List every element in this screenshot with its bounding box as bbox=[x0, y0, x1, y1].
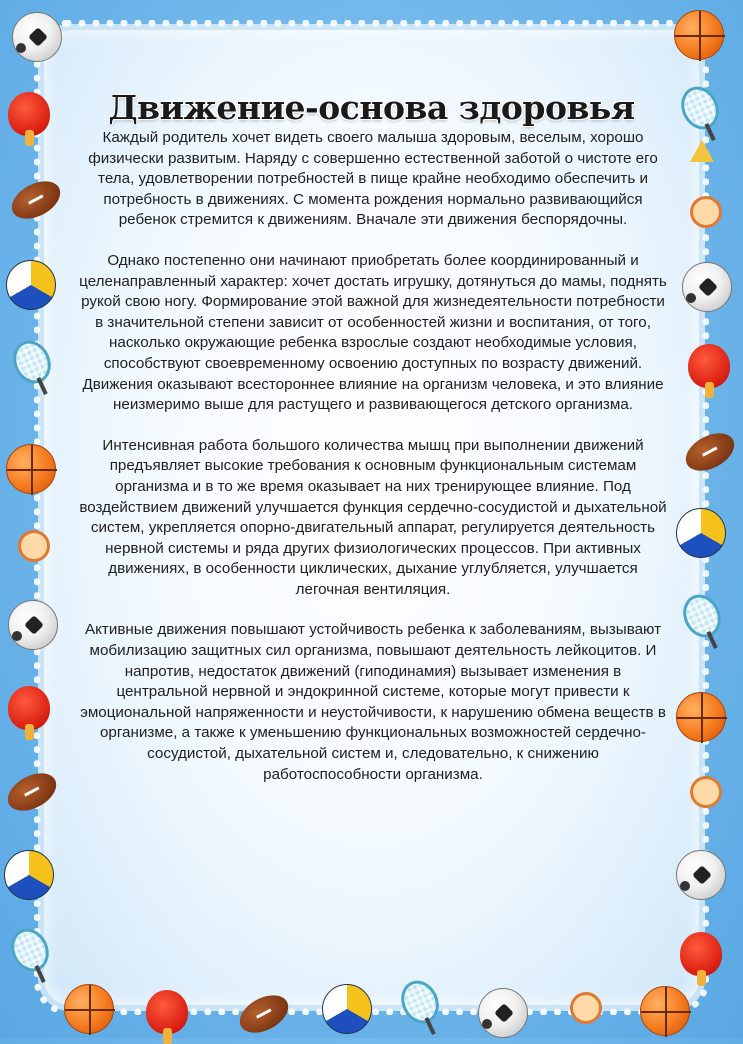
paragraph: Активные движения повышают устойчивость ребенка к заболеваниям, вызывают мобилизацию защитных сил организма, повышают деятельность лейкоцитов. И напротив, недостаток движений (гиподинамия) вызывает изменения в центральной нервной и эндокринной системе, которые могут привести к эмоциональной напряженности и неустойчивости, к нарушению обмена веществ в организме, а также к уменьшению функциональных возможностей сердечно-сосудистой, дыхательной систем и, следовательно, к снижению работоспособности организма. bbox=[80, 621, 666, 783]
soccer-ball-icon bbox=[676, 850, 726, 900]
volleyball-icon bbox=[322, 984, 372, 1034]
shuttlecock-icon bbox=[690, 140, 714, 162]
basketball-icon bbox=[64, 984, 114, 1034]
soccer-ball-icon bbox=[682, 262, 732, 312]
basketball-icon bbox=[6, 444, 56, 494]
ping-pong-paddle-icon bbox=[688, 344, 730, 388]
soccer-ball-icon bbox=[12, 12, 62, 62]
soccer-ball-icon bbox=[478, 988, 528, 1038]
article-body bbox=[78, 128, 668, 805]
volleyball-icon bbox=[6, 260, 56, 310]
paragraph: Каждый родитель хочет видеть своего малыша здоровым, веселым, хорошо физически развитым. Наряду с совершенно естественной заботой о чистоте его тела, удовлетворении потребностей в пище крайне необходимо обеспечить и потребность в движениях. С момента рождения нормально развивающийся ребенок стремится к движениям. Вначале эти движения беспорядочны. bbox=[88, 129, 658, 229]
ping-pong-paddle-icon bbox=[680, 932, 722, 976]
basketball-icon bbox=[674, 10, 724, 60]
paragraph: Интенсивная работа большого количества мышц при выполнении движений предъявляет высокие требования к основным функциональным системам организма и в то же время оказывает на них тренирующее влияние. Под воздействием движений улучшается функция сердечно-сосудистой и дыхательной систем, укрепляется опорно-двигательный аппарат, регулируется деятельность нервной системы и ряда других физиологических процессов. При активных движениях, в особенности циклических, дыхание углубляется, улучшается легочная вентиляция. bbox=[79, 436, 667, 598]
basketball-icon bbox=[676, 692, 726, 742]
ping-pong-paddle-icon bbox=[8, 686, 50, 730]
soccer-ball-icon bbox=[8, 600, 58, 650]
volleyball-icon bbox=[4, 850, 54, 900]
paragraph: Однако постепенно они начинают приобретать более координированный и целенаправленный характер: хочет достать игрушку, дотянуться до мамы, поднять рукой свою ногу. Формирование этой важной для жизнедеятельности потребности в значительной степени зависит от особенностей жизни и воспитания, от того, насколько окружающие ребенка взрослые создают необходимые условия, способствуют своевременному освоению доступных по возрасту движений. Движения оказывают всестороннее влияние на организм человека, и это влияние неизмеримо выше для растущего и развивающегося детского организма. bbox=[79, 251, 667, 414]
basketball-icon bbox=[640, 986, 690, 1036]
volleyball-icon bbox=[676, 508, 726, 558]
page-title: Движение-основа здоровья bbox=[108, 88, 635, 128]
ping-pong-paddle-icon bbox=[146, 990, 188, 1034]
